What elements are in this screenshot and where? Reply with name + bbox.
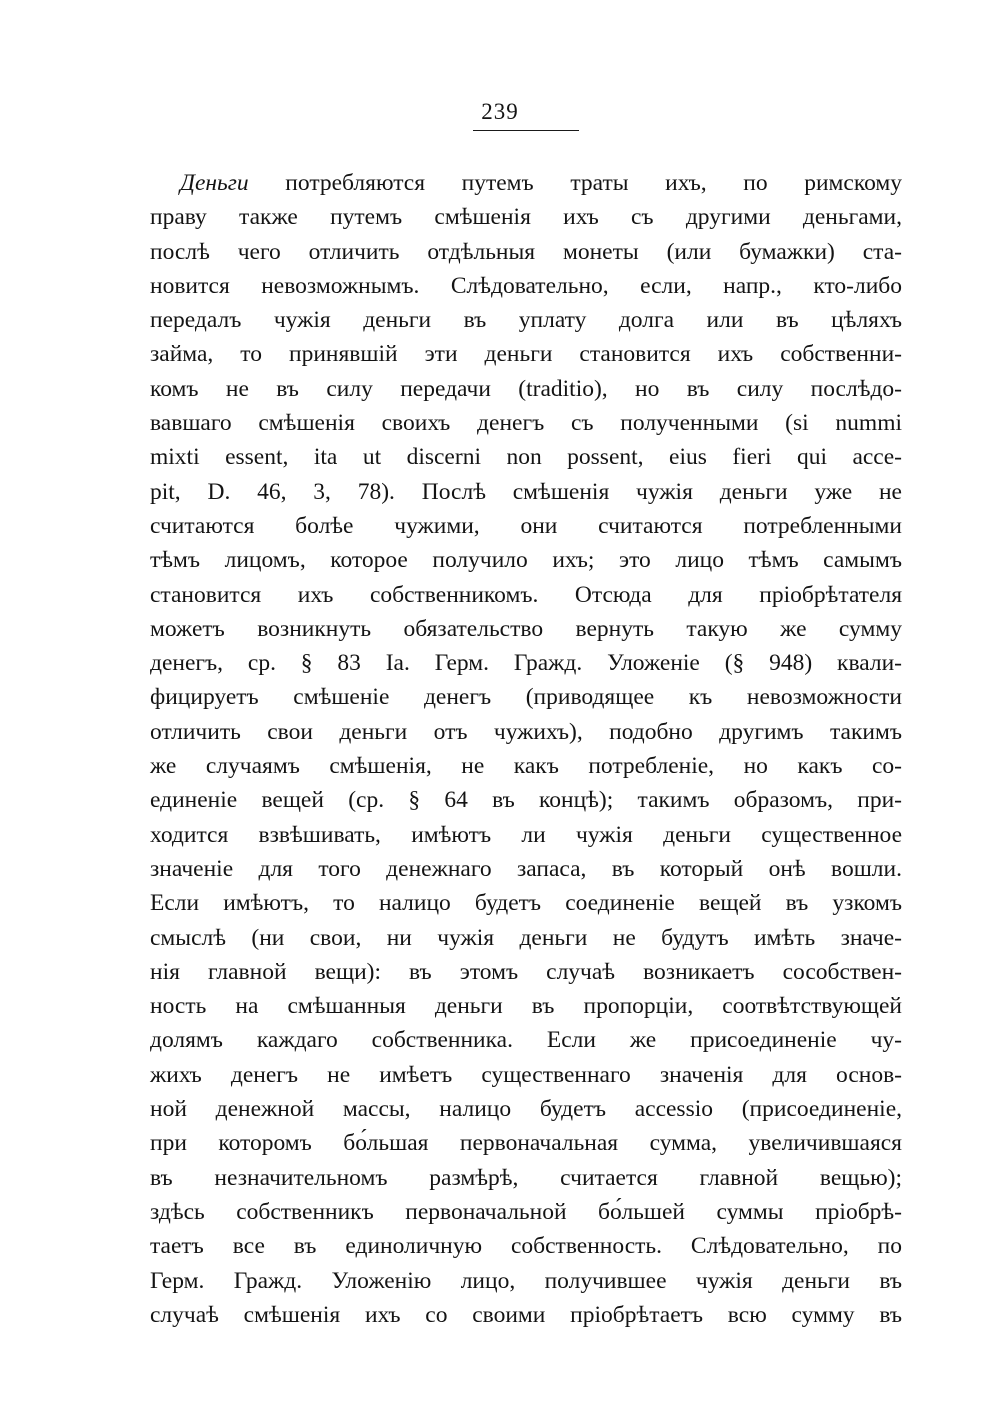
line-text: таетъ все въ единоличную собственность. Слѣдовательно, по bbox=[150, 1233, 902, 1260]
line-text: pit, D. 46, 3, 78). Послѣ смѣшенія чужія деньги уже не bbox=[150, 478, 902, 505]
line-text: ность на смѣшанныя деньги въ пропорціи, соотвѣтствующей bbox=[150, 993, 902, 1020]
text-line bbox=[150, 543, 902, 577]
text-line bbox=[150, 509, 902, 543]
text-line bbox=[150, 783, 902, 817]
page-number-rule bbox=[473, 130, 579, 131]
line-text: единеніе вещей (ср. § 64 въ концѣ); такимъ образомъ, при- bbox=[150, 787, 902, 814]
text-line bbox=[150, 989, 902, 1023]
text-line bbox=[150, 680, 902, 714]
text-line bbox=[150, 1023, 902, 1057]
line-text: послѣ чего отличить отдѣльныя монеты (или бумажки) ста- bbox=[150, 238, 902, 265]
line-text: жихъ денегъ не имѣетъ существеннаго значенія для основ- bbox=[150, 1061, 902, 1088]
line-text: въ незначительномъ размѣрѣ, считается главной вещью); bbox=[150, 1164, 902, 1191]
text-line bbox=[150, 818, 902, 852]
line-text: комъ не въ силу передачи (traditio), но въ силу послѣдо- bbox=[150, 375, 902, 402]
text-line bbox=[150, 303, 902, 337]
line-text: ной денежной массы, налицо будетъ accessio (присоединеніе, bbox=[150, 1096, 902, 1123]
line-text: денегъ, ср. § 83 Iа. Герм. Гражд. Уложеніе (§ 948) квали- bbox=[150, 650, 902, 677]
text-line bbox=[150, 1058, 902, 1092]
line-text: становится ихъ собственникомъ. Отсюда для пріобрѣтателя bbox=[150, 581, 902, 608]
line-text: нія главной вещи): въ этомъ случаѣ возникаетъ сособствен- bbox=[150, 958, 902, 985]
text-line bbox=[150, 269, 902, 303]
text-line bbox=[150, 715, 902, 749]
line-text: передалъ чужія деньги въ уплату долга или въ цѣляхъ bbox=[150, 307, 902, 334]
line-text: долямъ каждаго собственника. Если же присоединеніе чу- bbox=[150, 1027, 902, 1054]
text-line bbox=[150, 749, 902, 783]
line-text: случаѣ смѣшенія ихъ со своими пріобрѣтаетъ всю сумму въ bbox=[150, 1301, 902, 1328]
text-line bbox=[150, 235, 902, 269]
text-line bbox=[150, 1298, 902, 1332]
line-text: новится невозможнымъ. Слѣдовательно, если, напр., кто-либо bbox=[150, 272, 902, 299]
text-line bbox=[150, 578, 902, 612]
text-line bbox=[150, 955, 902, 989]
text-line bbox=[150, 1229, 902, 1263]
text-line bbox=[150, 372, 902, 406]
line-text: тѣмъ лицомъ, которое получило ихъ; это лицо тѣмъ самымъ bbox=[150, 547, 902, 574]
text-line bbox=[150, 1264, 902, 1298]
line-text: же случаямъ смѣшенія, не какъ потребленіе, но какъ со- bbox=[150, 753, 902, 780]
line-text: здѣсь собственникъ первоначальной бо́льшей суммы пріобрѣ- bbox=[150, 1198, 902, 1225]
text-line bbox=[150, 440, 902, 474]
text-line bbox=[150, 1195, 902, 1229]
text-line bbox=[150, 852, 902, 886]
text-line bbox=[150, 337, 902, 371]
line-text: Герм. Гражд. Уложенію лицо, получившее чужія деньги въ bbox=[150, 1267, 902, 1294]
text-line bbox=[150, 1092, 902, 1126]
text-line bbox=[150, 886, 902, 920]
line-text: отличить свои деньги отъ чужихъ), подобно другимъ такимъ bbox=[150, 718, 902, 745]
line-text: ходится взвѣшивать, имѣютъ ли чужія деньги существенное bbox=[150, 821, 902, 848]
line-text: можетъ возникнуть обязательство вернуть такую же сумму bbox=[150, 615, 902, 642]
line-text: mixti essent, ita ut discerni non possent, eius fieri qui acce- bbox=[150, 444, 902, 471]
text-line bbox=[150, 612, 902, 646]
line-text: праву также путемъ смѣшенія ихъ съ другими деньгами, bbox=[150, 204, 902, 231]
text-line bbox=[150, 646, 902, 680]
body-text bbox=[150, 166, 902, 1332]
line-text: займа, то принявшій эти деньги становится ихъ собственни- bbox=[150, 341, 902, 368]
text-line bbox=[150, 1126, 902, 1160]
text-line bbox=[150, 166, 902, 200]
lead-word: Деньги bbox=[180, 170, 249, 196]
text-line bbox=[150, 200, 902, 234]
line-text: смыслѣ (ни свои, ни чужія деньги не будутъ имѣть значе- bbox=[150, 924, 902, 951]
text-line bbox=[150, 1161, 902, 1195]
line-text: при которомъ бо́льшая первоначальная сумма, увеличившаяся bbox=[150, 1130, 902, 1157]
text-line bbox=[150, 406, 902, 440]
line-text: Если имѣютъ, то налицо будетъ соединеніе вещей въ узкомъ bbox=[150, 890, 902, 917]
line-text: вавшаго смѣшенія своихъ денегъ съ полученными (si nummi bbox=[150, 410, 902, 437]
line-text: считаются болѣе чужими, они считаются потребленными bbox=[150, 512, 902, 539]
line-text: значеніе для того денежнаго запаса, въ который онѣ вошли. bbox=[150, 855, 902, 882]
text-line bbox=[150, 921, 902, 955]
page-number: 239 bbox=[481, 99, 519, 124]
line-text: фицируетъ смѣшеніе денегъ (приводящее къ невозможности bbox=[150, 684, 902, 711]
text-line bbox=[150, 475, 902, 509]
line-text: потребляются путемъ траты ихъ, по римскому bbox=[248, 170, 902, 196]
